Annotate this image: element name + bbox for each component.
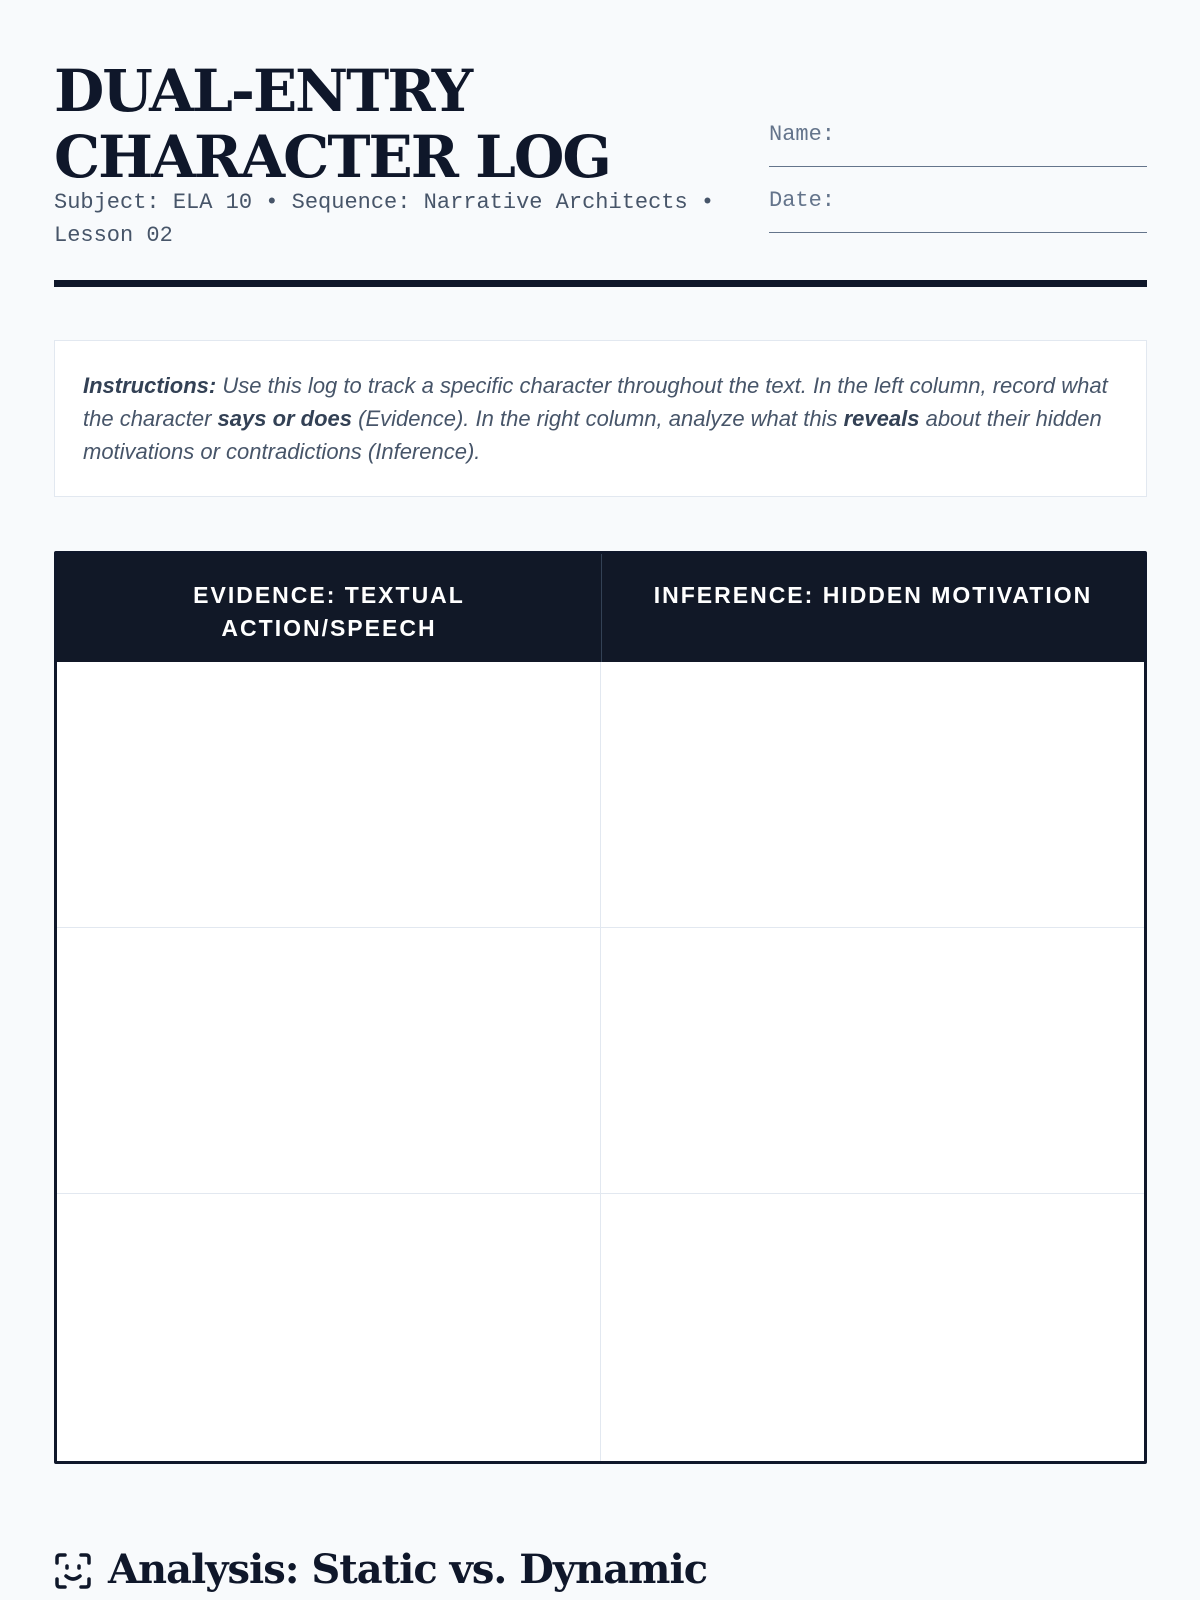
table-header — [57, 554, 1144, 662]
instructions-emphasis-says-or-does: says or does — [217, 406, 353, 431]
face-scan-icon — [54, 1552, 92, 1590]
evidence-cell[interactable] — [57, 928, 601, 1194]
header-divider — [54, 280, 1147, 287]
table-body — [57, 662, 1144, 1461]
inference-cell[interactable] — [601, 928, 1144, 1194]
date-label: Date: — [769, 188, 836, 213]
instructions-text-1: Use this log to track a specific character throughout the text. In the left column, record what the character — [83, 373, 1108, 431]
instructions-lead: Instructions: — [83, 373, 217, 398]
instructions-emphasis-reveals: reveals — [843, 406, 920, 431]
evidence-cell[interactable] — [57, 1194, 601, 1461]
column-header-evidence: EVIDENCE: TEXTUAL ACTION/SPEECH — [193, 582, 465, 641]
evidence-cell[interactable] — [57, 662, 601, 928]
lesson-subtitle: Subject: ELA 10 • Sequence: Narrative Architects • Lesson 02 — [54, 190, 715, 248]
date-field[interactable] — [769, 188, 1147, 233]
analysis-section — [54, 1540, 1147, 1600]
inference-cell[interactable] — [601, 662, 1144, 928]
name-field[interactable] — [769, 122, 1147, 167]
instructions-text-2: (Evidence). In the right column, analyze what this — [352, 406, 844, 431]
dual-entry-table — [54, 551, 1147, 1464]
analysis-heading: Analysis: Static vs. Dynamic — [108, 1546, 708, 1593]
inference-cell[interactable] — [601, 1194, 1144, 1461]
worksheet-title — [54, 58, 754, 190]
column-header-inference: INFERENCE: HIDDEN MOTIVATION — [653, 582, 1093, 608]
title-line-1: DUAL-ENTRY — [54, 57, 472, 125]
instructions-text-3: about their hidden motivations or contradictions (Inference). — [83, 406, 1102, 464]
name-label: Name: — [769, 122, 836, 147]
title-line-2: CHARACTER LOG — [54, 123, 610, 191]
instructions-box — [54, 340, 1147, 497]
